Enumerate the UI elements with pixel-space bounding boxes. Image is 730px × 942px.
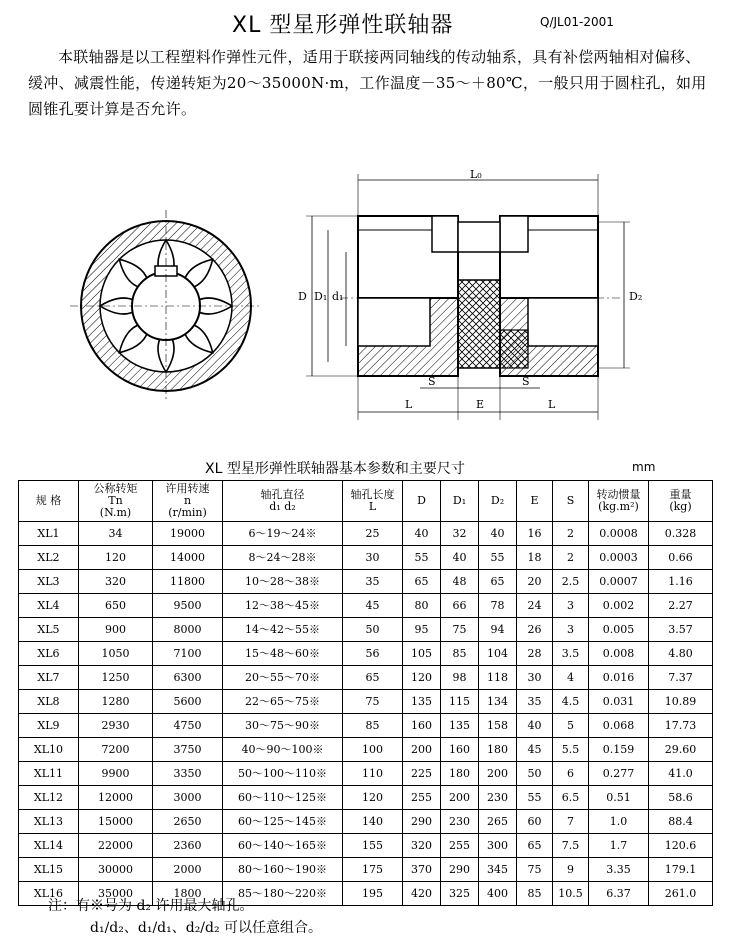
table-cell: 30 (517, 666, 553, 690)
table-cell: 65 (343, 666, 403, 690)
table-cell: 120 (403, 666, 441, 690)
table-row (19, 546, 713, 570)
table-cell: 30～75～90※ (223, 714, 343, 738)
table-cell: 40 (403, 522, 441, 546)
table-cell: XL2 (19, 546, 79, 570)
table-cell: 110 (343, 762, 403, 786)
table-cell: 118 (479, 666, 517, 690)
header-inertia: 转动惯量 (kg.m²) (589, 481, 649, 522)
table-cell: 104 (479, 642, 517, 666)
table-cell: 135 (403, 690, 441, 714)
table-cell: 75 (441, 618, 479, 642)
table-cell: XL3 (19, 570, 79, 594)
table-cell: XL13 (19, 810, 79, 834)
table-cell: 160 (403, 714, 441, 738)
header-torque: 公称转矩 Tn (N.m) (79, 481, 153, 522)
table-cell: 78 (479, 594, 517, 618)
table-cell: 58.6 (649, 786, 713, 810)
table-cell: 75 (517, 858, 553, 882)
table-cell: 0.008 (589, 642, 649, 666)
table-cell: 15000 (79, 810, 153, 834)
table-cell: 420 (403, 882, 441, 906)
table-cell: 230 (441, 810, 479, 834)
table-cell: 65 (403, 570, 441, 594)
table-cell: 120 (343, 786, 403, 810)
table-cell: 2360 (153, 834, 223, 858)
table-cell: XL7 (19, 666, 79, 690)
dim-L0: L₀ (470, 170, 482, 181)
table-cell: 160 (441, 738, 479, 762)
table-cell: 200 (479, 762, 517, 786)
table-cell: 14000 (153, 546, 223, 570)
table-cell: 2930 (79, 714, 153, 738)
table-cell: 9 (553, 858, 589, 882)
table-cell: 3000 (153, 786, 223, 810)
table-cell: 20 (517, 570, 553, 594)
dim-L-left: L (405, 398, 413, 411)
table-cell: 300 (479, 834, 517, 858)
table-cell: 40 (517, 714, 553, 738)
table-cell: 6.37 (589, 882, 649, 906)
table-cell: 40 (441, 546, 479, 570)
table-cell: 7200 (79, 738, 153, 762)
dim-S-left: S (428, 375, 436, 388)
dim-D: D (298, 290, 307, 303)
table-cell: 2000 (153, 858, 223, 882)
footnote-line-1: 注：有※号为 d₂ 许用最大轴孔。 (48, 898, 254, 914)
table-cell: 85～180～220※ (223, 882, 343, 906)
table-cell: XL16 (19, 882, 79, 906)
table-cell: 2 (553, 546, 589, 570)
table-title: XL 型星形弹性联轴器基本参数和主要尺寸 (205, 461, 465, 477)
coupling-drawing (0, 170, 730, 450)
table-row (19, 858, 713, 882)
table-cell: 32 (441, 522, 479, 546)
table-cell: 8～24～28※ (223, 546, 343, 570)
table-cell: 16 (517, 522, 553, 546)
table-cell: 40 (479, 522, 517, 546)
table-cell: 7.37 (649, 666, 713, 690)
table-cell: 11800 (153, 570, 223, 594)
table-cell: 1.7 (589, 834, 649, 858)
table-cell: 10.89 (649, 690, 713, 714)
table-cell: XL8 (19, 690, 79, 714)
table-cell: 85 (517, 882, 553, 906)
table-row (19, 762, 713, 786)
table-cell: 120 (79, 546, 153, 570)
table-cell: 75 (343, 690, 403, 714)
table-cell: 0.068 (589, 714, 649, 738)
table-cell: 14～42～55※ (223, 618, 343, 642)
table-cell: 7.5 (553, 834, 589, 858)
table-row (19, 810, 713, 834)
table-unit: mm (632, 460, 656, 474)
table-cell: 900 (79, 618, 153, 642)
header-D1: D₁ (441, 481, 479, 522)
dim-d1: d₁ (332, 290, 344, 303)
table-cell: 3350 (153, 762, 223, 786)
table-cell: 80 (403, 594, 441, 618)
table-cell: 60 (517, 810, 553, 834)
table-cell: 6300 (153, 666, 223, 690)
header-E: E (517, 481, 553, 522)
dim-S-right: S (522, 375, 530, 388)
table-cell: 1250 (79, 666, 153, 690)
table-row (19, 738, 713, 762)
table-cell: 35000 (79, 882, 153, 906)
table-cell: 29.60 (649, 738, 713, 762)
header-D2: D₂ (479, 481, 517, 522)
page-title: XL 型星形弹性联轴器 (232, 13, 454, 38)
table-cell: 0.0008 (589, 522, 649, 546)
table-cell: 195 (343, 882, 403, 906)
table-cell: 4750 (153, 714, 223, 738)
table-cell: 1.16 (649, 570, 713, 594)
table-cell: 100 (343, 738, 403, 762)
table-cell: XL4 (19, 594, 79, 618)
table-cell: XL15 (19, 858, 79, 882)
table-cell: 60～140～165※ (223, 834, 343, 858)
header-bore: 轴孔直径 d₁ d₂ (223, 481, 343, 522)
table-cell: 0.328 (649, 522, 713, 546)
table-cell: 200 (403, 738, 441, 762)
table-cell: 0.016 (589, 666, 649, 690)
table-cell: 15～48～60※ (223, 642, 343, 666)
table-cell: 30000 (79, 858, 153, 882)
table-cell: 0.159 (589, 738, 649, 762)
table-cell: 290 (403, 810, 441, 834)
table-cell: 85 (343, 714, 403, 738)
table-cell: 3.35 (589, 858, 649, 882)
table-cell: 55 (403, 546, 441, 570)
table-cell: 5600 (153, 690, 223, 714)
table-cell: 24 (517, 594, 553, 618)
end-view (70, 210, 262, 402)
table-cell: 65 (517, 834, 553, 858)
table-cell: 261.0 (649, 882, 713, 906)
table-cell: 95 (403, 618, 441, 642)
side-view (306, 174, 630, 420)
table-cell: 225 (403, 762, 441, 786)
table-cell: 179.1 (649, 858, 713, 882)
table-cell: 18 (517, 546, 553, 570)
header-model: 规 格 (19, 481, 79, 522)
table-cell: 180 (479, 738, 517, 762)
table-cell: 0.0007 (589, 570, 649, 594)
table-cell: 0.51 (589, 786, 649, 810)
table-cell: 19000 (153, 522, 223, 546)
table-cell: 3 (553, 594, 589, 618)
table-row (19, 834, 713, 858)
table-row (19, 594, 713, 618)
table-cell: 65 (479, 570, 517, 594)
table-cell: 0.002 (589, 594, 649, 618)
table-cell: XL1 (19, 522, 79, 546)
table-cell: XL6 (19, 642, 79, 666)
table-cell: 3 (553, 618, 589, 642)
table-cell: 48 (441, 570, 479, 594)
dim-D2: D₂ (629, 290, 643, 303)
table-cell: 40～90～100※ (223, 738, 343, 762)
table-cell: 1800 (153, 882, 223, 906)
header-weight: 重量 (kg) (649, 481, 713, 522)
table-row (19, 618, 713, 642)
table-cell: 34 (79, 522, 153, 546)
table-cell: 255 (403, 786, 441, 810)
table-cell: 134 (479, 690, 517, 714)
table-cell: 120.6 (649, 834, 713, 858)
table-cell: 4.80 (649, 642, 713, 666)
table-cell: 7 (553, 810, 589, 834)
footnote-line-2: d₁/d₂、d₁/d₁、d₂/d₂ 可以任意组合。 (90, 920, 323, 936)
table-cell: 180 (441, 762, 479, 786)
table-cell: XL10 (19, 738, 79, 762)
table-cell: 66 (441, 594, 479, 618)
table-cell: 265 (479, 810, 517, 834)
table-cell: 88.4 (649, 810, 713, 834)
table-cell: 12～38～45※ (223, 594, 343, 618)
table-cell: 175 (343, 858, 403, 882)
intro-paragraph: 本联轴器是以工程塑料作弹性元件，适用于联接两同轴线的传动轴系，具有补偿两轴相对偏移、缓冲、减震性能，传递转矩为20～35000N·m，工作温度－35～＋80℃，一般只用于圆柱孔，如用圆锥孔要计算是否允许。 (28, 48, 707, 118)
table-row (19, 786, 713, 810)
table-cell: 6.5 (553, 786, 589, 810)
table-cell: 6～19～24※ (223, 522, 343, 546)
header-S: S (553, 481, 589, 522)
table-cell: 26 (517, 618, 553, 642)
table-cell: 0.031 (589, 690, 649, 714)
table-cell: 115 (441, 690, 479, 714)
table-cell: 650 (79, 594, 153, 618)
table-cell: 0.0003 (589, 546, 649, 570)
table-cell: 22～65～75※ (223, 690, 343, 714)
table-cell: 56 (343, 642, 403, 666)
table-cell: XL14 (19, 834, 79, 858)
header-D: D (403, 481, 441, 522)
table-cell: 255 (441, 834, 479, 858)
dim-L-right: L (548, 398, 556, 411)
table-cell: 4 (553, 666, 589, 690)
table-cell: 320 (403, 834, 441, 858)
table-row (19, 714, 713, 738)
table-cell: 60～110～125※ (223, 786, 343, 810)
table-cell: 105 (403, 642, 441, 666)
table-cell: 200 (441, 786, 479, 810)
table-row (19, 690, 713, 714)
table-cell: 50～100～110※ (223, 762, 343, 786)
table-cell: 94 (479, 618, 517, 642)
table-cell: 17.73 (649, 714, 713, 738)
table-cell: 155 (343, 834, 403, 858)
table-cell: XL5 (19, 618, 79, 642)
table-cell: 290 (441, 858, 479, 882)
table-cell: 30 (343, 546, 403, 570)
table-row (19, 642, 713, 666)
table-cell: 5 (553, 714, 589, 738)
table-cell: 35 (517, 690, 553, 714)
table-cell: 1050 (79, 642, 153, 666)
table-cell: 2.5 (553, 570, 589, 594)
table-cell: 3750 (153, 738, 223, 762)
table-cell: 9500 (153, 594, 223, 618)
table-cell: 230 (479, 786, 517, 810)
table-row (19, 570, 713, 594)
table-cell: 22000 (79, 834, 153, 858)
table-cell: 98 (441, 666, 479, 690)
table-cell: 45 (517, 738, 553, 762)
table-cell: 135 (441, 714, 479, 738)
table-cell: 60～125～145※ (223, 810, 343, 834)
table-cell: 325 (441, 882, 479, 906)
footnote (48, 895, 322, 939)
table-row (19, 666, 713, 690)
table-cell: 345 (479, 858, 517, 882)
table-cell: 1.0 (589, 810, 649, 834)
table-cell: 0.005 (589, 618, 649, 642)
table-cell: 158 (479, 714, 517, 738)
table-cell: 2 (553, 522, 589, 546)
table-cell: 3.5 (553, 642, 589, 666)
table-cell: 10～28～38※ (223, 570, 343, 594)
table-cell: 8000 (153, 618, 223, 642)
table-cell: 28 (517, 642, 553, 666)
header-length: 轴孔长度 L (343, 481, 403, 522)
table-row (19, 522, 713, 546)
table-cell: 370 (403, 858, 441, 882)
table-cell: 85 (441, 642, 479, 666)
table-header-row (19, 481, 713, 522)
dim-D1: D₁ (314, 290, 328, 303)
table-cell: 2650 (153, 810, 223, 834)
standard-code: Q/JL01-2001 (540, 15, 614, 29)
table-cell: 0.277 (589, 762, 649, 786)
table-cell: XL12 (19, 786, 79, 810)
table-cell: 2.27 (649, 594, 713, 618)
table-cell: XL11 (19, 762, 79, 786)
table-cell: 50 (343, 618, 403, 642)
table-cell: 400 (479, 882, 517, 906)
table-cell: 5.5 (553, 738, 589, 762)
table-cell: 9900 (79, 762, 153, 786)
table-cell: 7100 (153, 642, 223, 666)
table-cell: 1280 (79, 690, 153, 714)
table-cell: 0.66 (649, 546, 713, 570)
table-cell: 41.0 (649, 762, 713, 786)
table-cell: 55 (517, 786, 553, 810)
table-cell: 6 (553, 762, 589, 786)
table-cell: 20～55～70※ (223, 666, 343, 690)
table-cell: 4.5 (553, 690, 589, 714)
table-cell: 10.5 (553, 882, 589, 906)
table-cell: 50 (517, 762, 553, 786)
table-cell: 140 (343, 810, 403, 834)
table-cell: 25 (343, 522, 403, 546)
header-speed: 许用转速 n (r/min) (153, 481, 223, 522)
table-cell: XL9 (19, 714, 79, 738)
table-cell: 45 (343, 594, 403, 618)
dim-E: E (476, 398, 485, 411)
spec-table (18, 480, 713, 906)
table-cell: 80～160～190※ (223, 858, 343, 882)
table-cell: 12000 (79, 786, 153, 810)
table-cell: 320 (79, 570, 153, 594)
table-cell: 35 (343, 570, 403, 594)
table-cell: 3.57 (649, 618, 713, 642)
table-cell: 55 (479, 546, 517, 570)
